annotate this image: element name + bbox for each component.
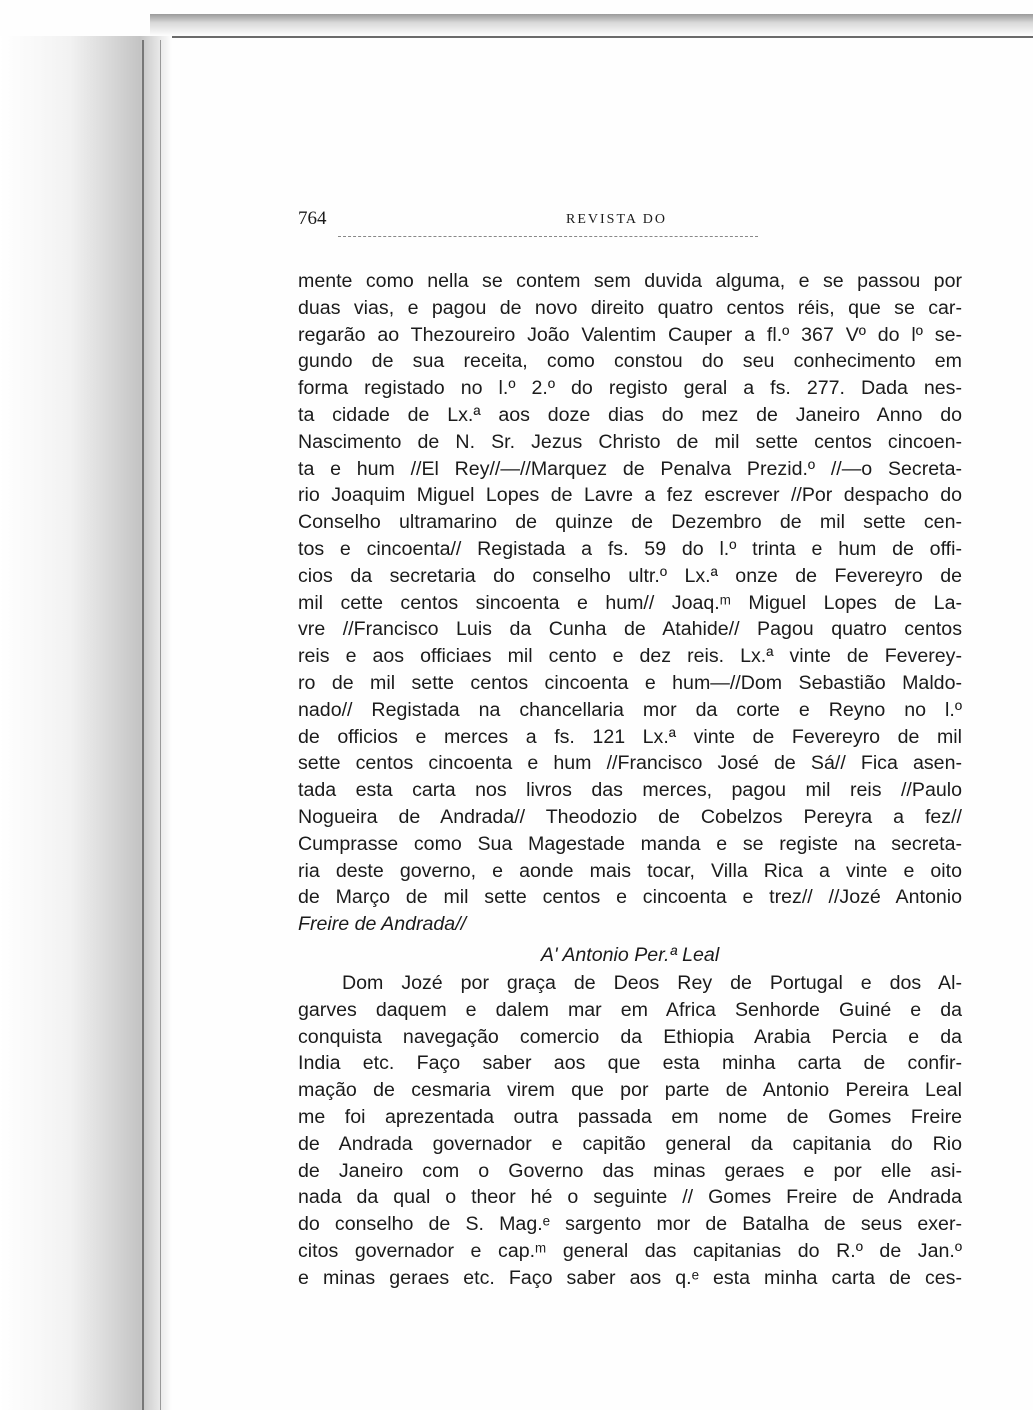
text-line: mil cette centos sincoenta e hum// Joaq.ᵐ Miguel Lopes de La- <box>298 591 962 614</box>
text-line: regarão ao Thezoureiro João Valentim Cauper a fl.º 367 Vº do lº se- <box>298 323 962 346</box>
text-line: de Andrada governador e capitão general da capitania do Rio <box>298 1132 962 1155</box>
paragraph-1 <box>298 268 962 911</box>
text-line: tada esta carta nos livros das merces, pagou mil reis //Paulo <box>298 779 962 802</box>
text-line: do conselho de S. Mag.ᵉ sargento mor de Batalha de seus exer- <box>298 1213 962 1236</box>
text-line: India etc. Faço saber aos que esta minha carta de confir- <box>298 1052 962 1075</box>
text-line: citos governador e cap.ᵐ general das capitanias do R.º de Jan.º <box>298 1239 962 1262</box>
text-line: Cumprasse como Sua Magestade manda e se registe na secreta- <box>298 832 962 855</box>
paragraph-1-last-line: Freire de Andrada// <box>298 913 467 936</box>
text-line: mação de cesmaria virem que por parte de Antonio Pereira Leal <box>298 1079 962 1102</box>
text-line: Nogueira de Andrada// Theodozio de Cobelzos Pereyra a fez// <box>298 805 962 828</box>
text-line: nada da qual o theor hé o seguinte // Gomes Freire de Andrada <box>298 1186 962 1209</box>
text-line: ro de mil sette centos cincoenta e hum—//Dom Sebastião Maldo- <box>298 671 962 694</box>
text-line: forma registado no l.º 2.º do registo geral a fs. 277. Dada nes- <box>298 377 962 400</box>
text-line: gundo de sua receita, como constou do seu conhecimento em <box>298 350 962 373</box>
page-number: 764 <box>298 208 327 229</box>
text-line: conquista navegação comercio da Ethiopia Arabia Percia e da <box>298 1025 962 1048</box>
text-line: ta cidade de Lx.ª aos doze dias do mez de Janeiro Anno do <box>298 403 962 426</box>
header-rule <box>338 236 758 237</box>
text-line: sette centos cincoenta e hum //Francisco José de Sá// Fica asen- <box>298 752 962 775</box>
text-line: reis e aos officiaes mil cento e dez reis. Lx.ª vinte de Feverey- <box>298 645 962 668</box>
spine-line <box>160 40 161 1410</box>
page-top-shadow <box>150 14 1033 36</box>
text-line: garves daquem e dalem mar em Africa Senhorde Guiné e da <box>298 998 962 1021</box>
text-line: mente como nella se contem sem duvida alguma, e se passou por <box>298 270 962 292</box>
text-line: de officios e merces a fs. 121 Lx.ª vinte de Fevereyro de mil <box>298 725 962 748</box>
book-binding-shadow <box>0 36 172 1410</box>
section-heading: A' Antonio Per.ª Leal <box>540 943 720 966</box>
text-line: Conselho ultramarino de quinze de Dezembro de mil sette cen- <box>298 511 962 534</box>
text-line: Dom Jozé por graça de Deos Rey de Portugal e dos Al- <box>342 971 962 994</box>
text-line: rio Joaquim Miguel Lopes de Lavre a fez escrever //Por despacho do <box>298 484 962 507</box>
text-line: tos e cincoenta// Registada a fs. 59 do l.º trinta e hum de offi- <box>298 537 962 560</box>
paragraph-2 <box>298 970 962 1292</box>
text-line: e minas geraes etc. Faço saber aos q.ᵉ esta minha carta de ces- <box>298 1266 962 1289</box>
text-line: de Março de mil sette centos e cincoenta e trez// //Jozé Antonio <box>298 886 962 909</box>
text-line: duas vias, e pagou de novo direito quatro centos réis, que se car- <box>298 296 962 319</box>
text-line: me foi aprezentada outra passada em nome de Gomes Freire <box>298 1105 962 1128</box>
journal-title: REVISTA DO <box>566 212 667 227</box>
page-top-edge <box>150 36 1033 38</box>
text-line: nado// Registada na chancellaria mor da corte e Reyno no l.º <box>298 698 962 721</box>
page-content <box>298 208 962 1291</box>
running-head <box>298 208 962 238</box>
body-text <box>298 268 962 1291</box>
spine-line <box>142 40 144 1410</box>
text-line: ta e hum //El Rey//—//Marquez de Penalva Prezid.º //—o Secreta- <box>298 457 962 480</box>
text-line: vre //Francisco Luis da Cunha de Atahide// Pagou quatro centos <box>298 618 962 641</box>
text-line: cios da secretaria do conselho ultr.º Lx.ª onze de Fevereyro de <box>298 564 962 587</box>
text-line: ria deste governo, e aonde mais tocar, Villa Rica a vinte e oito <box>298 859 962 882</box>
text-line: de Janeiro com o Governo das minas geraes e por elle asi- <box>298 1159 962 1182</box>
text-line: Nascimento de N. Sr. Jezus Christo de mil sette centos cincoen- <box>298 430 962 453</box>
